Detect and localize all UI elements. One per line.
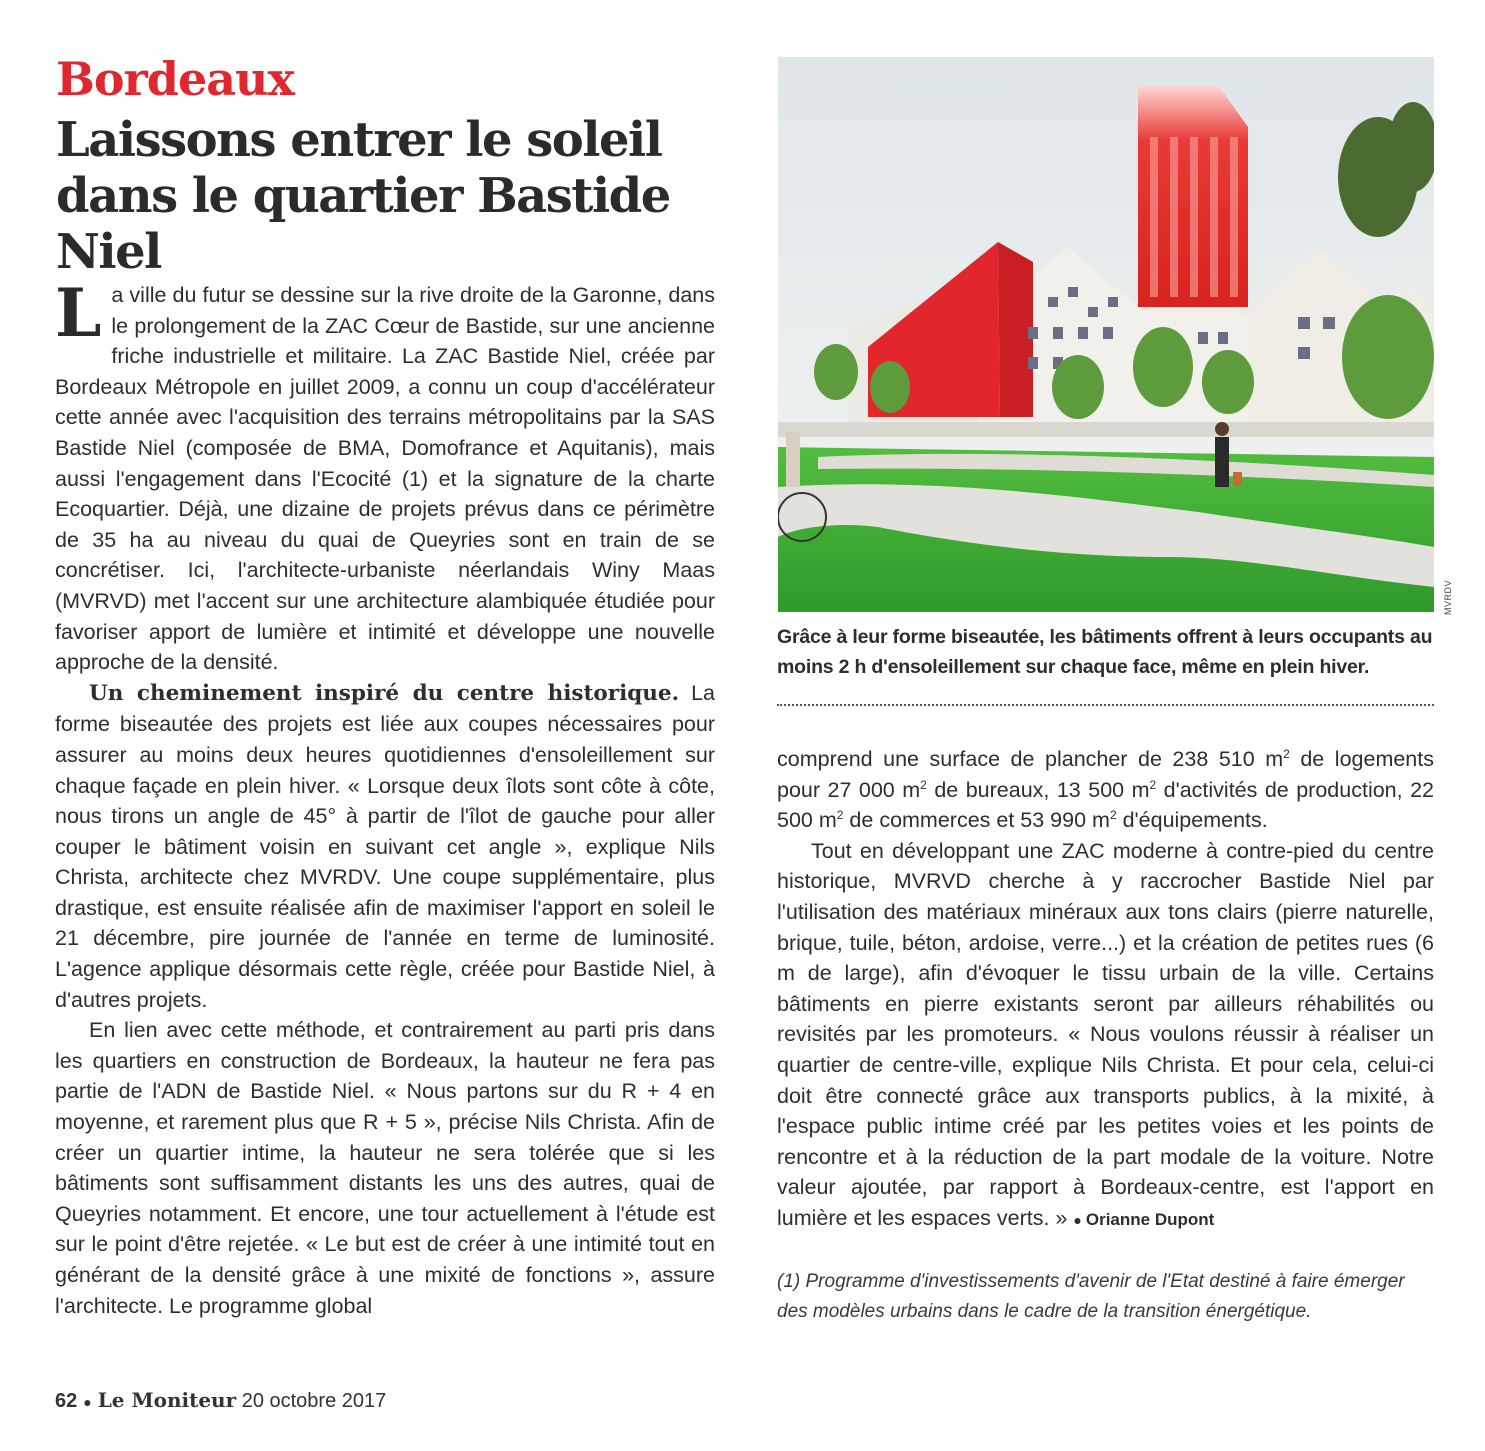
paragraph-materials: [777, 836, 1434, 1236]
program-text-4: d'activités de production, 22 500 m: [777, 777, 1434, 833]
issue-date: 20 octobre 2017: [241, 1390, 387, 1412]
magazine-name: Le Moniteur: [97, 1388, 237, 1412]
paragraph-height: En lien avec cette méthode, et contrairement au parti pris dans les quartiers en construction de Bordeaux, la hauteur ne fera pas partie de l'ADN de Bastide Niel. « Nous partons sur du R + 4 en moyenne, et rarement plus que R + 5 », précise Nils Christa. Afin de créer un quartier intime, la hauteur ne sera tolérée que si les bâtiments sont suffisamment distants les uns des autres, quai de Queyries notamment. Et encore, une tour actuellement à l'étude est sur le point d'être rejetée. « Le but est de créer à une intimité tout en générant de la densité grâce à une mixité de fonctions », assure l'architecte. Le programme global: [55, 1018, 715, 1318]
page-number: 62: [55, 1390, 78, 1412]
architecture-rendering: [778, 57, 1434, 612]
article-kicker: Bordeaux: [56, 52, 294, 106]
page-folio: [55, 1388, 386, 1413]
footnote: (1) Programme d'investissements d'avenir de l'Etat destiné à faire émerger des modèles urbains dans le cadre de la transition énergétique.: [777, 1271, 1405, 1322]
paragraph-program: [777, 744, 1434, 836]
dotted-separator: [777, 704, 1434, 706]
program-text-3: de bureaux, 13 500 m: [926, 777, 1150, 802]
article-headline: [56, 112, 736, 280]
section-lead-in: Un cheminement inspiré du centre historique.: [89, 680, 680, 706]
program-text-1: comprend une surface de plancher de 238 510 m: [777, 747, 1284, 771]
program-text-6: d'équipements.: [1116, 808, 1268, 833]
paragraph-intro: [55, 274, 715, 678]
author-byline: Orianne Dupont: [1085, 1209, 1215, 1229]
byline-bullet: ●: [1073, 1211, 1082, 1228]
headline-line-1: Laissons entrer le soleil: [56, 112, 662, 168]
right-column: [777, 744, 1434, 1236]
photo-caption: Grâce à leur forme biseautée, les bâtiments offrent à leurs occupants au moins 2 h d'ensoleillement sur chaque face, même en plein hiver.: [777, 626, 1433, 678]
intro-text: a ville du futur se dessine sur la rive droite de la Garonne, dans le prolongement de la ZAC Cœur de Bastide, sur une ancienne friche industrielle et militaire. La ZAC Bastide Niel, créée par Bordeaux Métropole en juillet 2009, a connu un coup d'accélérateur cette année avec l'acquisition des terrains métropolitains par la SAS Bastide Niel (composée de BMA, Domofrance et Aquitanis), mais aussi l'engagement dans l'Ecocité (1) et la signature de la charte Ecoquartier. Déjà, une dizaine de projets prévus dans ce périmètre de 35 ha au niveau du quai de Queyries sont en train de se concrétiser. Ici, l'architecte-urbaniste néerlandais Winy Maas (MVRVD) met l'accent sur une architecture alambiquée étudiée pour favoriser apport de lumière et intimité et développe une nouvelle approche de la densité.: [55, 283, 715, 675]
project-photo: [778, 57, 1434, 612]
headline-line-2: dans le quartier Bastide Niel: [56, 168, 670, 280]
left-column: [55, 274, 715, 1321]
superscript: 2: [1283, 746, 1290, 761]
paragraph-method: [55, 678, 715, 1016]
method-text: La forme biseautée des projets est liée aux coupes nécessaires pour assurer au moins deux heures quotidiennes d'ensoleillement sur chaque façade en plein hiver. « Lorsque deux îlots sont côte à côte, nous tirons un angle de 45° à partir de l'îlot de gauche pour aller couper le bâtiment voisin en suivant cet angle », explique Nils Christa, architecte chez MVRDV. Une coupe supplémentaire, plus drastique, est ensuite réalisée afin de maximiser l'apport en soleil le 21 décembre, pire journée de l'année en terme de luminosité. L'agence applique désormais cette règle, créée pour Bastide Niel, à d'autres projets.: [55, 680, 715, 1012]
superscript: 2: [836, 808, 844, 823]
superscript: 2: [920, 777, 927, 792]
superscript: 2: [1109, 808, 1117, 823]
photo-credit: MVRDV: [1443, 579, 1453, 615]
folio-bullet: ●: [83, 1394, 92, 1410]
program-text-2: de logements pour 27 000 m: [777, 747, 1434, 802]
materials-text: Tout en développant une ZAC moderne à contre-pied du centre historique, MVRVD cherche à y raccrocher Bastide Niel par l'utilisation des matériaux minéraux aux tons clairs (pierre naturelle, brique, tuile, béton, ardoise, verre...) et la création de petites rues (6 m de large), afin d'évoquer le tissu urbain de la ville. Certains bâtiments en pierre existants seront par ailleurs réhabilités ou revisités par les promoteurs. « Nous voulons réussir à réaliser un quartier de centre-ville, explique Nils Christa. Et pour cela, celui-ci doit être connecté grâce aux transports publics, à la mixité, à l'espace public intime créé par les petites voies et les points de rencontre et à la réduction de la part modale de la voiture. Notre valeur ajoutée, par rapport à Bordeaux-centre, est l'apport en lumière et les espaces verts. »: [777, 838, 1434, 1230]
superscript: 2: [1149, 777, 1157, 792]
dropcap-letter: L: [55, 274, 102, 352]
program-text-5: de commerces et 53 990 m: [843, 808, 1110, 833]
